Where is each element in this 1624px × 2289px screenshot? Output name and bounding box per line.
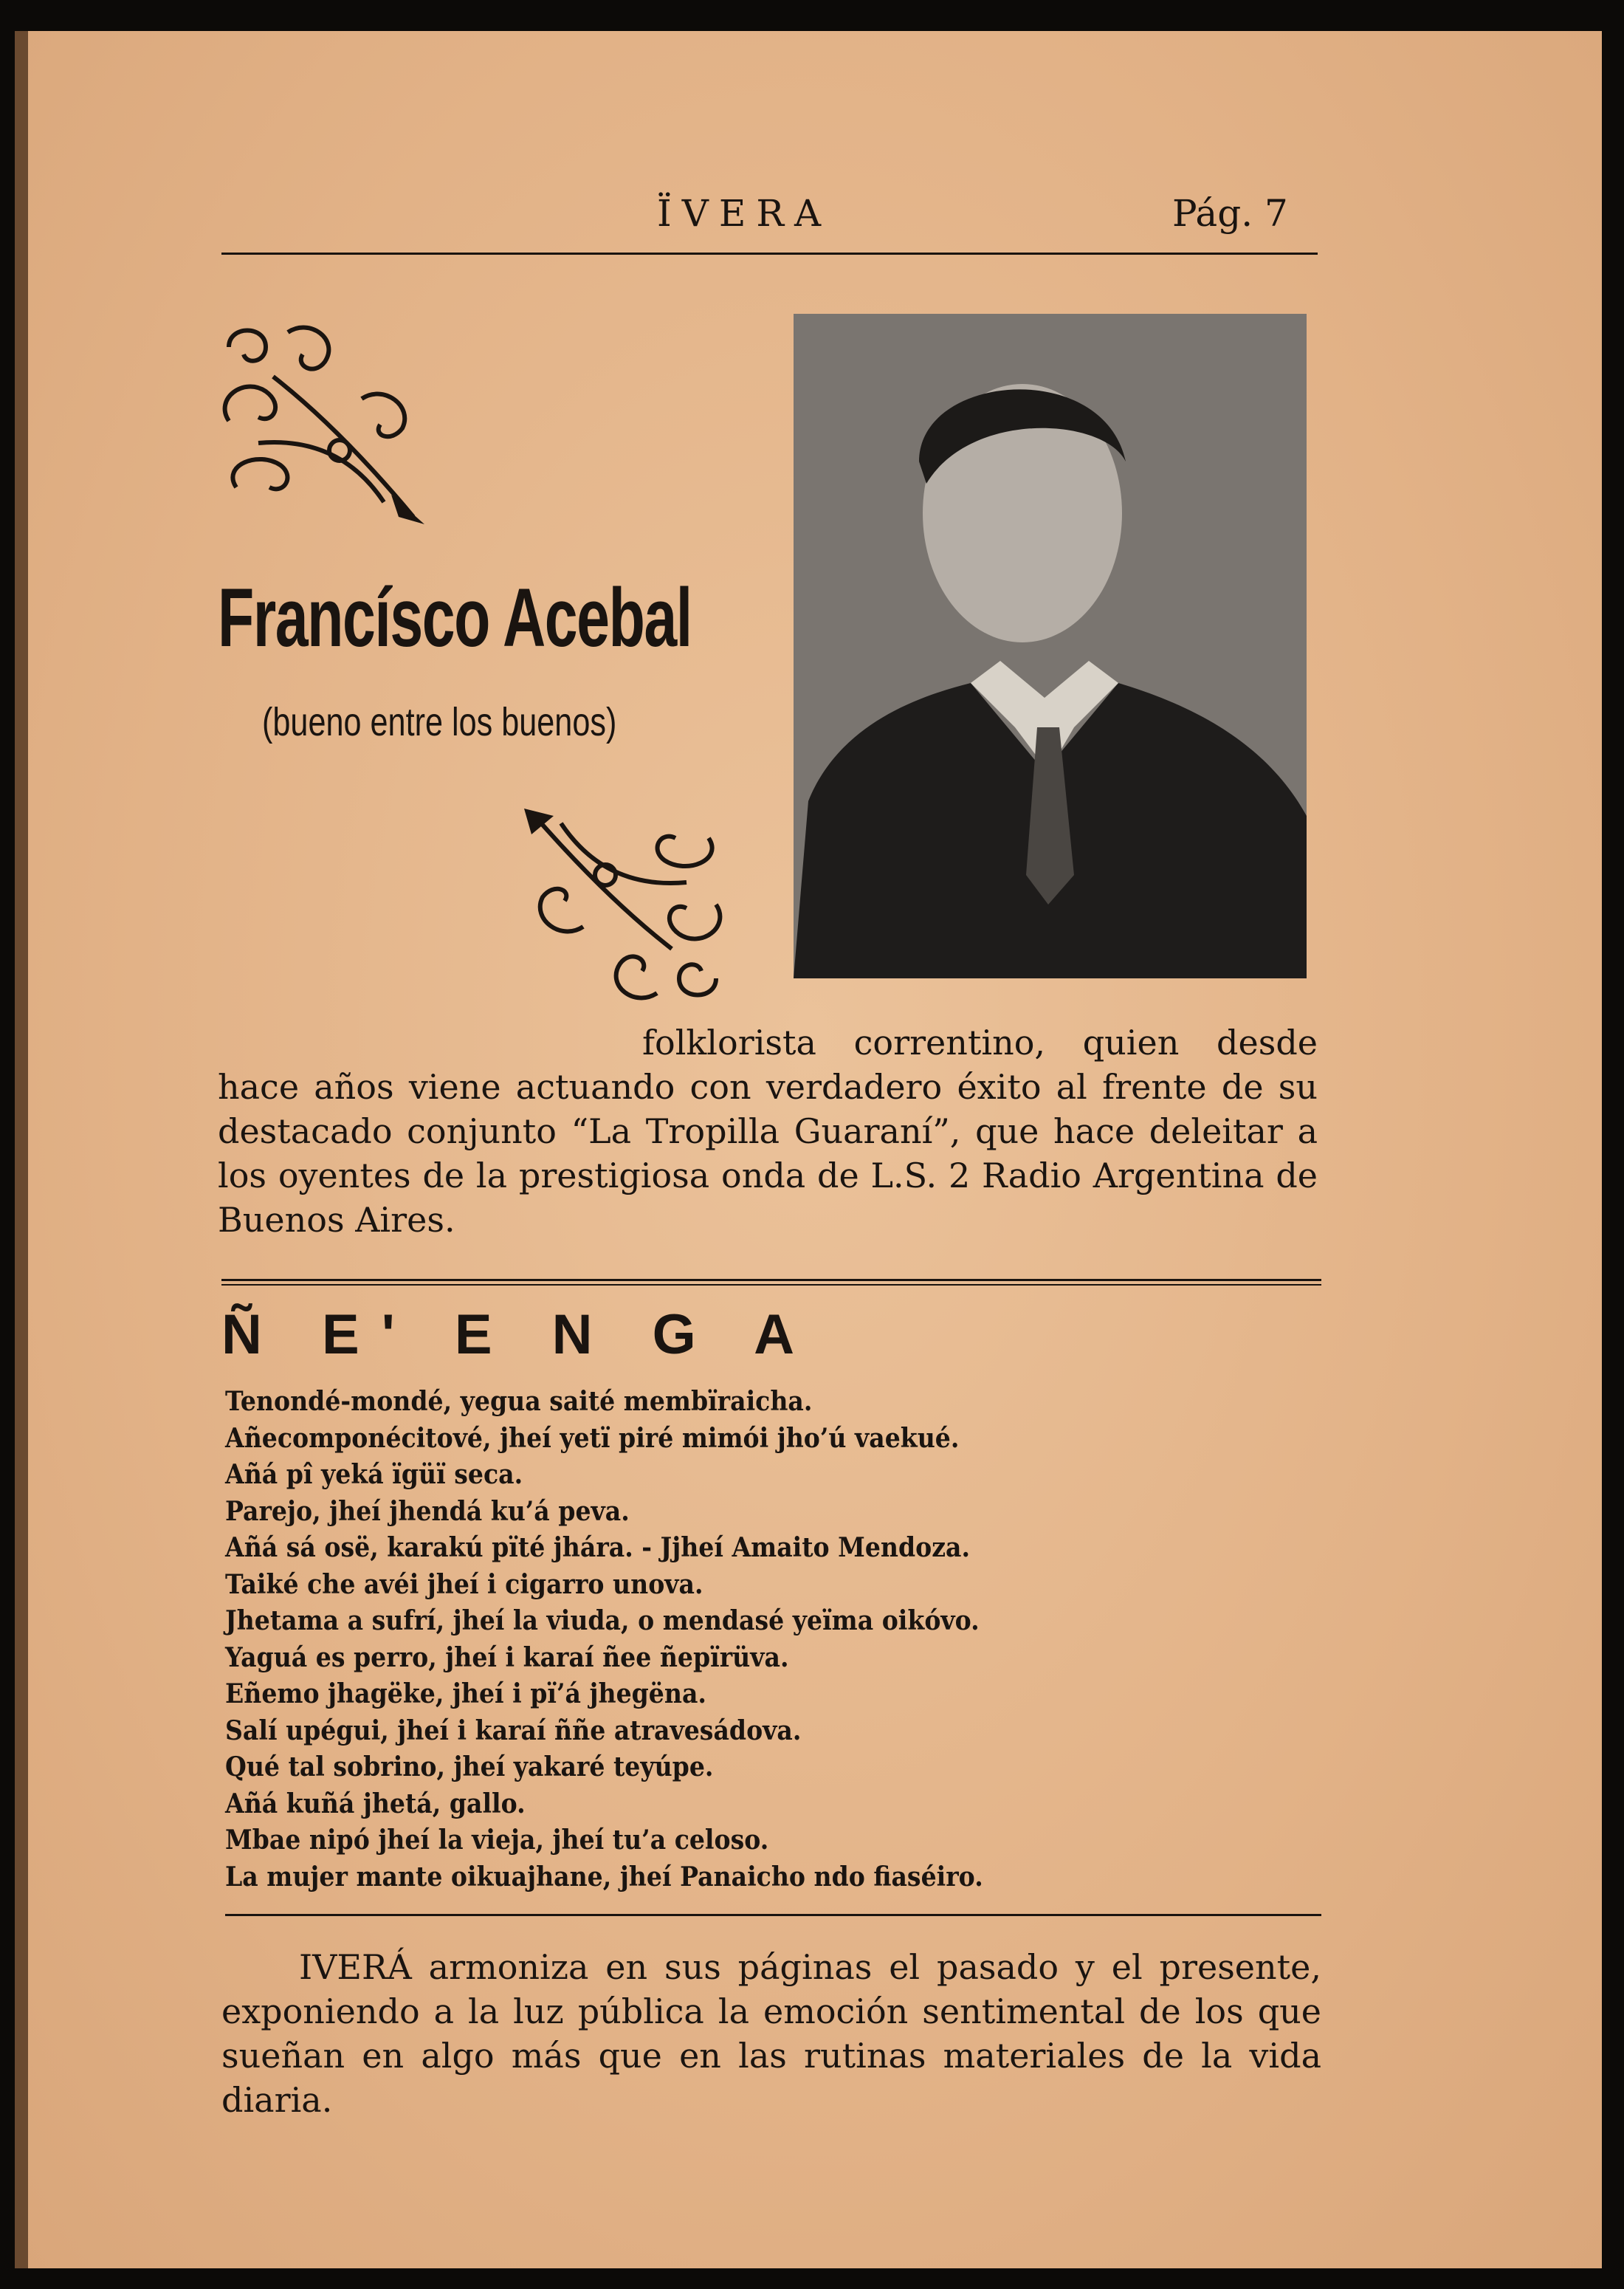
header-rule <box>221 253 1318 255</box>
poem-line: Añecomponécitové, jheí yetï piré mimói jho’ú vaekué. <box>225 1422 960 1454</box>
poem-line: Qué tal sobrino, jheí yakaré teyúpe. <box>225 1751 714 1782</box>
section-rule-top <box>221 1279 1321 1281</box>
magazine-page <box>15 31 1602 2268</box>
poem-lines <box>225 1384 1049 1895</box>
poem-line: Parejo, jheí jhendá ku’á peva. <box>225 1495 630 1527</box>
magazine-title: ÏVERA <box>657 192 832 235</box>
page-number: Pág. 7 <box>1172 192 1288 235</box>
poem-line: Salí upégui, jheí i karaí ññe atravesádova. <box>225 1715 802 1746</box>
article-body-first-line: folklorista correntino, quien desde <box>642 1023 1318 1063</box>
poem-line: Tenondé-mondé, yegua saité membïraicha. <box>225 1386 813 1417</box>
page-spine <box>15 31 28 2268</box>
poem-title: Ñ E' E N G A <box>221 1303 816 1366</box>
poem-line: Añá kuñá jhetá, gallo. <box>225 1788 526 1819</box>
poem-line: Mbae nipó jheí la vieja, jheí tu’a celoso. <box>225 1825 769 1856</box>
section-rule-bottom <box>221 1284 1321 1286</box>
ornament-flourish-icon <box>214 318 436 532</box>
article-name: Francísco Acebal <box>218 572 692 664</box>
closing-rule <box>225 1914 1321 1916</box>
article-body: hace años viene actuando con verdadero éxito al frente de su destacado conjunto “La Tropilla Guaraní”, que hace deleitar a los oyentes de la prestigiosa onda de L.S. 2 Radio Argentina de Buenos Aires. <box>218 1067 1318 1240</box>
poem-line: Añá pî yeká ïgüï seca. <box>225 1459 523 1490</box>
portrait-photo <box>794 314 1307 978</box>
article-subtitle: (bueno entre los buenos) <box>262 700 617 744</box>
ornament-flourish-icon <box>517 801 731 1012</box>
poem-line: Taiké che avéi jheí i cigarro unova. <box>225 1568 703 1600</box>
portrait-image <box>794 314 1307 978</box>
poem-line: Jhetama a sufrí, jheí la viuda, o mendasé yeïma oikóvo. <box>225 1605 980 1636</box>
poem-line: Yaguá es perro, jheí i karaí ñee ñepïrüva. <box>225 1641 789 1673</box>
poem-line: Añá sá osë, karakú pïté jhára. - Jjheí Amaito Mendoza. <box>225 1532 971 1563</box>
poem-line: La mujer mante oikuajhane, jheí Panaicho ndo fiaséiro. <box>225 1861 983 1892</box>
closing-paragraph: IVERÁ armoniza en sus páginas el pasado y el presente, exponiendo a la luz pública la emoción sentimental de los que sueñan en algo más que en las rutinas materiales de la vida diaria. <box>221 1947 1321 2120</box>
poem-line: Eñemo jhagëke, jheí i pï’á jhegëna. <box>225 1678 706 1709</box>
